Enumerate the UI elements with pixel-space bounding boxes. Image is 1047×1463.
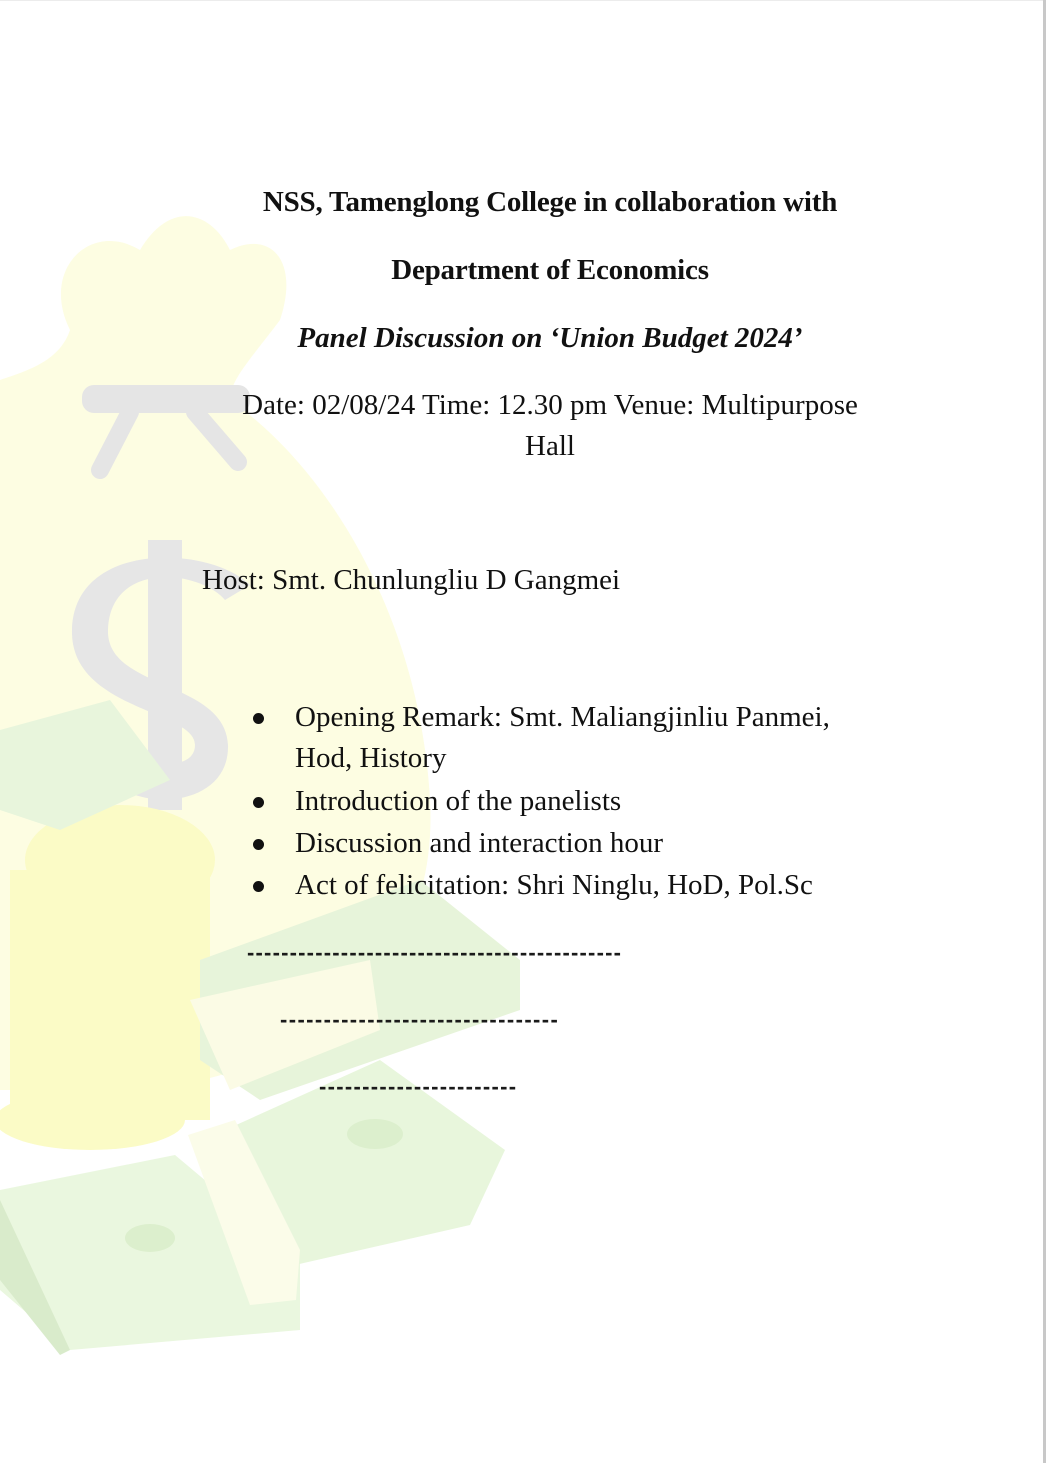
agenda-item: Opening Remark: Smt. Maliangjinliu Panmei, xyxy=(295,701,830,733)
bullet-icon xyxy=(253,839,264,850)
divider-line-3: ----------------------- xyxy=(319,1074,518,1099)
event-details-line-2: Hall xyxy=(525,430,575,462)
divider-line-2: -------------------------------- xyxy=(280,1007,560,1032)
bullet-icon xyxy=(253,881,264,892)
agenda-item: Discussion and interaction hour xyxy=(295,827,664,859)
divider-line-1: -------------------------------------------- xyxy=(247,940,623,965)
agenda-item: Act of felicitation: Shri Ninglu, HoD, Pol.Sc xyxy=(295,869,813,901)
bullet-icon xyxy=(253,797,264,808)
bullet-icon xyxy=(253,713,264,724)
event-title: Panel Discussion on ‘Union Budget 2024’ xyxy=(297,322,803,354)
agenda-item-continuation: Hod, History xyxy=(295,742,447,774)
agenda-item: Introduction of the panelists xyxy=(295,785,622,817)
header-line-1: NSS, Tamenglong College in collaboration with xyxy=(262,186,838,218)
host-line: Host: Smt. Chunlungliu D Gangmei xyxy=(202,564,621,596)
header-line-2: Department of Economics xyxy=(391,254,709,286)
event-details-line-1: Date: 02/08/24 Time: 12.30 pm Venue: Multipurpose xyxy=(242,389,858,421)
